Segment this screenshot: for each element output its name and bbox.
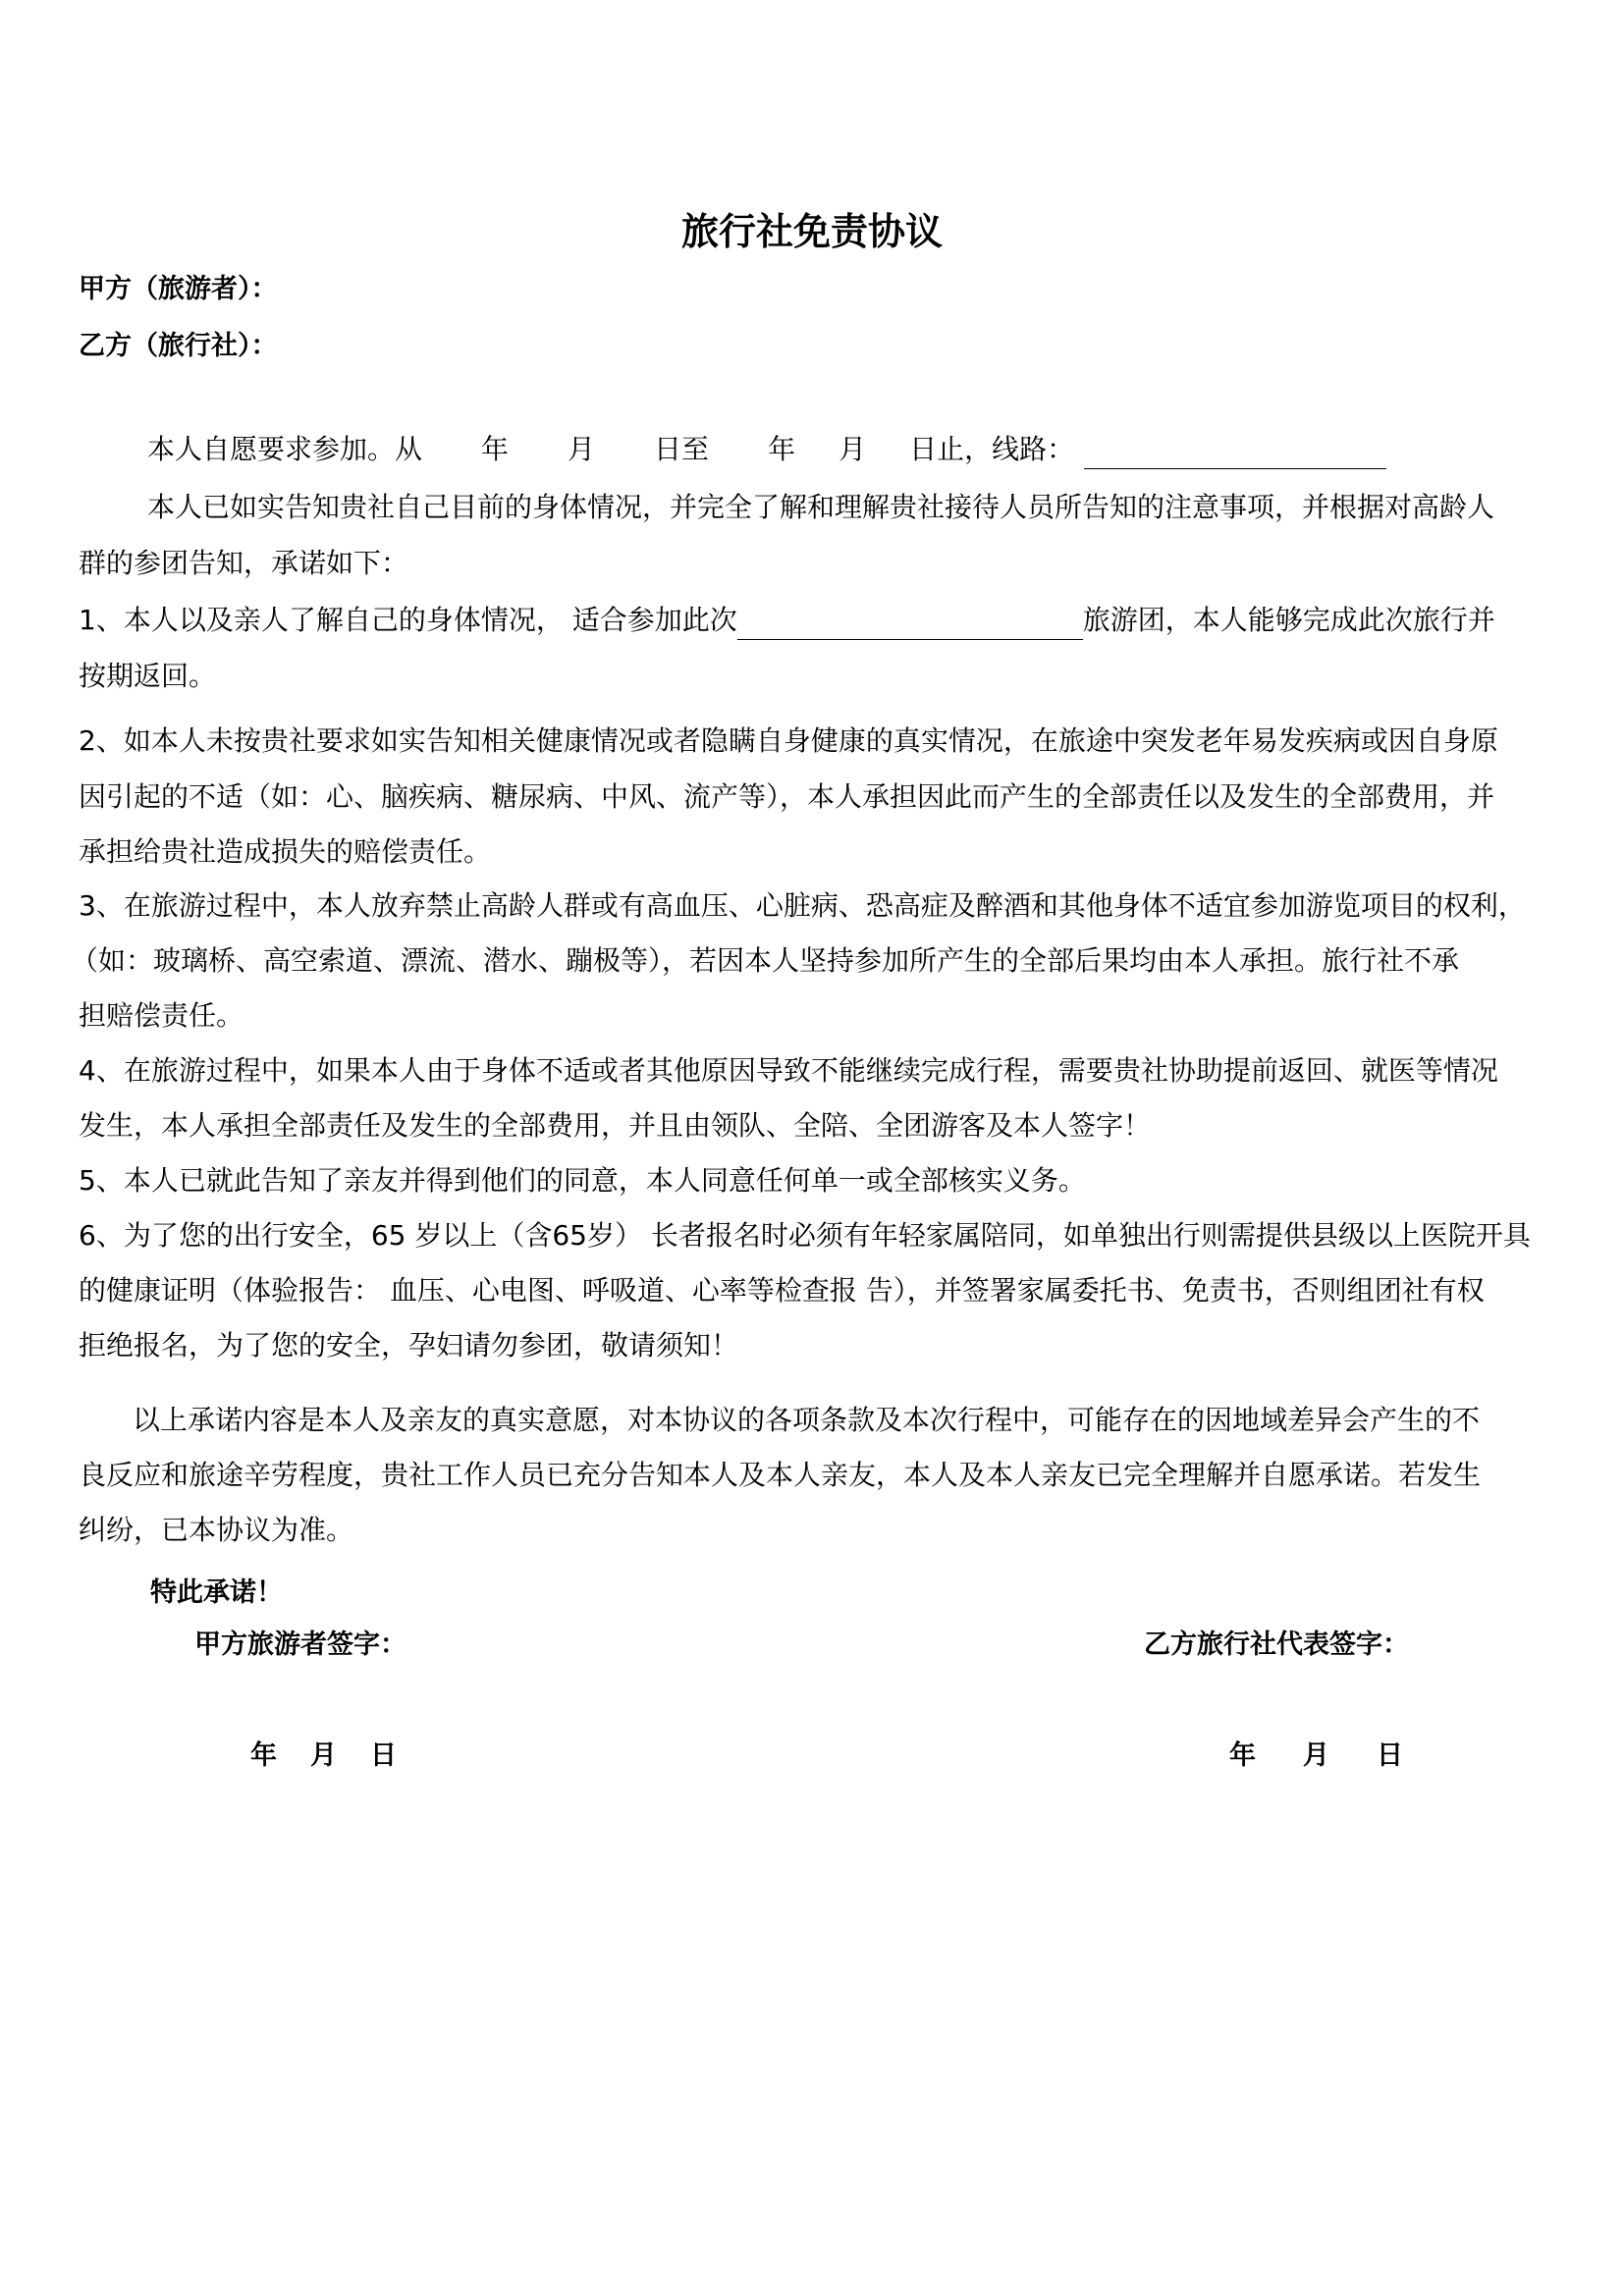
clause-2-line-1: 2、如本人未按贵社要求如实告知相关健康情况或者隐瞒自身健康的真实情况，在旅途中突发老年易发疾病或因自身原 (79, 724, 1498, 757)
health-line-2: 群的参团告知，承诺如下： (79, 547, 409, 579)
closing-line-1: 以上承诺内容是本人及亲友的真实意愿，对本协议的各项条款及本次行程中，可能存在的因地域差异会产生的不 (133, 1404, 1481, 1436)
route-blank (1084, 439, 1386, 469)
intro-prefix: 本人自愿要求参加。从 (147, 433, 423, 465)
intro-year2: 年 (768, 433, 796, 465)
clause-3-line-2: （如：玻璃桥、高空索道、漂流、潜水、蹦极等），若因本人坚持参加所产生的全部后果均由本人承担。旅行社不承 (71, 944, 1460, 977)
tour-blank (737, 610, 1083, 640)
clause-6-line-2: 的健康证明（体验报告： 血压、心电图、呼吸道、心率等检查报 告），并签署家属委托书、免责书，否则组团社有权 (79, 1274, 1485, 1307)
clause-1-line-2: 按期返回。 (79, 660, 217, 692)
party-a-label: 甲方（旅游者）： (79, 274, 278, 304)
date-b-month: 月 (1303, 1740, 1329, 1771)
date-a (250, 1734, 397, 1772)
clause-4-line-2: 发生，本人承担全部责任及发生的全部费用，并且由领队、全陪、全团游客及本人签字！ (79, 1109, 1152, 1142)
document-title: 旅行社免责协议 (680, 210, 943, 253)
clause-6-line-3: 拒绝报名，为了您的安全，孕妇请勿参团，敬请须知！ (79, 1329, 739, 1362)
clause-1-part-1: 1、本人以及亲人了解自己的身体情况， 适合参加此次 (79, 604, 737, 636)
intro-month1: 月 (568, 433, 596, 465)
intro-year1: 年 (481, 433, 510, 465)
pledge-text: 特此承诺！ (150, 1577, 283, 1608)
clause-1-part-2: 旅游团，本人能够完成此次旅行并 (1082, 604, 1495, 636)
clause-2-line-2: 因引起的不适（如：心、脑疾病、糖尿病、中风、流产等），本人承担因此而产生的全部责任以及发生的全部费用，并 (79, 780, 1495, 813)
date-b-year: 年 (1229, 1740, 1256, 1771)
date-a-month: 月 (310, 1740, 337, 1771)
clause-5: 5、本人已就此告知了亲友并得到他们的同意，本人同意任何单一或全部核实义务。 (79, 1164, 1086, 1197)
party-b-label: 乙方（旅行社）： (79, 331, 278, 361)
sign-a-label: 甲方旅游者签字： (194, 1629, 406, 1660)
clause-4-line-1: 4、在旅游过程中，如果本人由于身体不适或者其他原因导致不能继续完成行程，需要贵社协助提前返回、就医等情况 (79, 1054, 1498, 1087)
date-b-day: 日 (1377, 1740, 1403, 1771)
intro-day-end: 日止，线路： (909, 433, 1075, 465)
clause-6-line-1: 6、为了您的出行安全，65 岁以上（含65岁） 长者报名时必须有年轻家属陪同，如单独出行则需提供县级以上医院开具 (79, 1219, 1531, 1252)
closing-line-2: 良反应和旅途辛劳程度，贵社工作人员已充分告知本人及本人亲友，本人及本人亲友已完全理解并自愿承诺。若发生 (79, 1459, 1482, 1491)
intro-month2: 月 (839, 433, 867, 465)
intro-line (147, 430, 1386, 469)
date-a-year: 年 (250, 1740, 277, 1771)
intro-day-to: 日至 (654, 433, 710, 465)
clause-1-line-1 (79, 601, 1495, 640)
date-b (1229, 1734, 1403, 1772)
clause-2-line-3: 承担给贵社造成损失的赔偿责任。 (79, 835, 492, 868)
health-line-1: 本人已如实告知贵社自己目前的身体情况，并完全了解和理解贵社接待人员所告知的注意事项，并根据对高龄人 (147, 491, 1495, 523)
closing-line-3: 纠纷，已本协议为准。 (79, 1514, 354, 1546)
date-a-day: 日 (370, 1740, 397, 1771)
clause-3-line-1: 3、在旅游过程中，本人放弃禁止高龄人群或有高血压、心脏病、恐高症及醉酒和其他身体不适宜参加游览项目的权利， (79, 889, 1526, 922)
sign-b-label: 乙方旅行社代表签字： (1144, 1629, 1409, 1660)
clause-3-line-3: 担赔偿责任。 (79, 999, 244, 1032)
